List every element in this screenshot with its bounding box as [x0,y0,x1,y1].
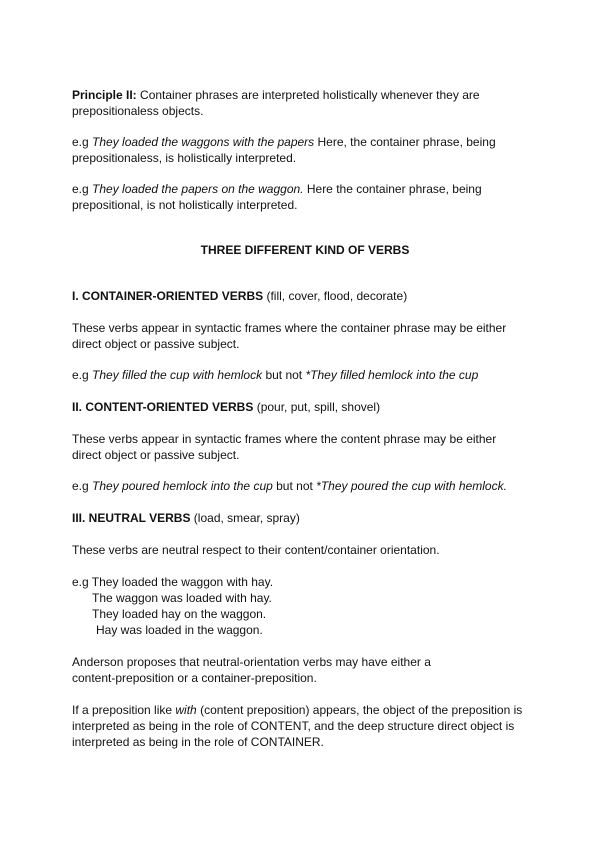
final-paragraph: If a preposition like with (content preposition) appears, the object of the preposition is interpreted as being in the role of CONTENT, and the deep structure direct object is interpreted as being in the role of CONTAINER. [72,703,523,749]
example-2: e.g They loaded the papers on the waggon. Here the container phrase, being prepositional, is not holistically interpreted. [72,182,482,212]
section-2-example: e.g They poured hemlock into the cup but not *They poured the cup with hemlock. [72,479,507,493]
section-1-title: I. CONTAINER-ORIENTED VERBS (fill, cover, flood, decorate) [72,289,408,303]
section-3-description: These verbs are neutral respect to their content/container orientation. [72,543,440,557]
section-heading: THREE DIFFERENT KIND OF VERBS [200,243,410,257]
section-1-description: These verbs appear in syntactic frames where the container phrase may be either direct object or passive subject. [72,321,507,351]
section-3-examples: e.g They loaded the waggon with hay. The waggon was loaded with hay. They loaded hay on the waggon. Hay was loaded in the waggon. [72,575,274,637]
principle-label: Principle II: [72,88,137,102]
example-1: e.g They loaded the waggons with the papers Here, the container phrase, being prepositionaless, is holistically interpreted. [72,135,496,165]
anderson-paragraph: Anderson proposes that neutral-orientation verbs may have either a content-preposition or a container-preposition. [72,655,431,685]
principle-paragraph: Principle II: Container phrases are interpreted holistically whenever they are prepositionaless objects. [72,88,480,118]
section-1-example: e.g They filled the cup with hemlock but not *They filled hemlock into the cup [72,368,479,382]
section-2-description: These verbs appear in syntactic frames where the content phrase may be either direct object or passive subject. [72,432,497,462]
document-page [72,87,542,750]
section-2-title: II. CONTENT-ORIENTED VERBS (pour, put, spill, shovel) [72,400,381,414]
section-3-title: III. NEUTRAL VERBS (load, smear, spray) [72,511,300,525]
